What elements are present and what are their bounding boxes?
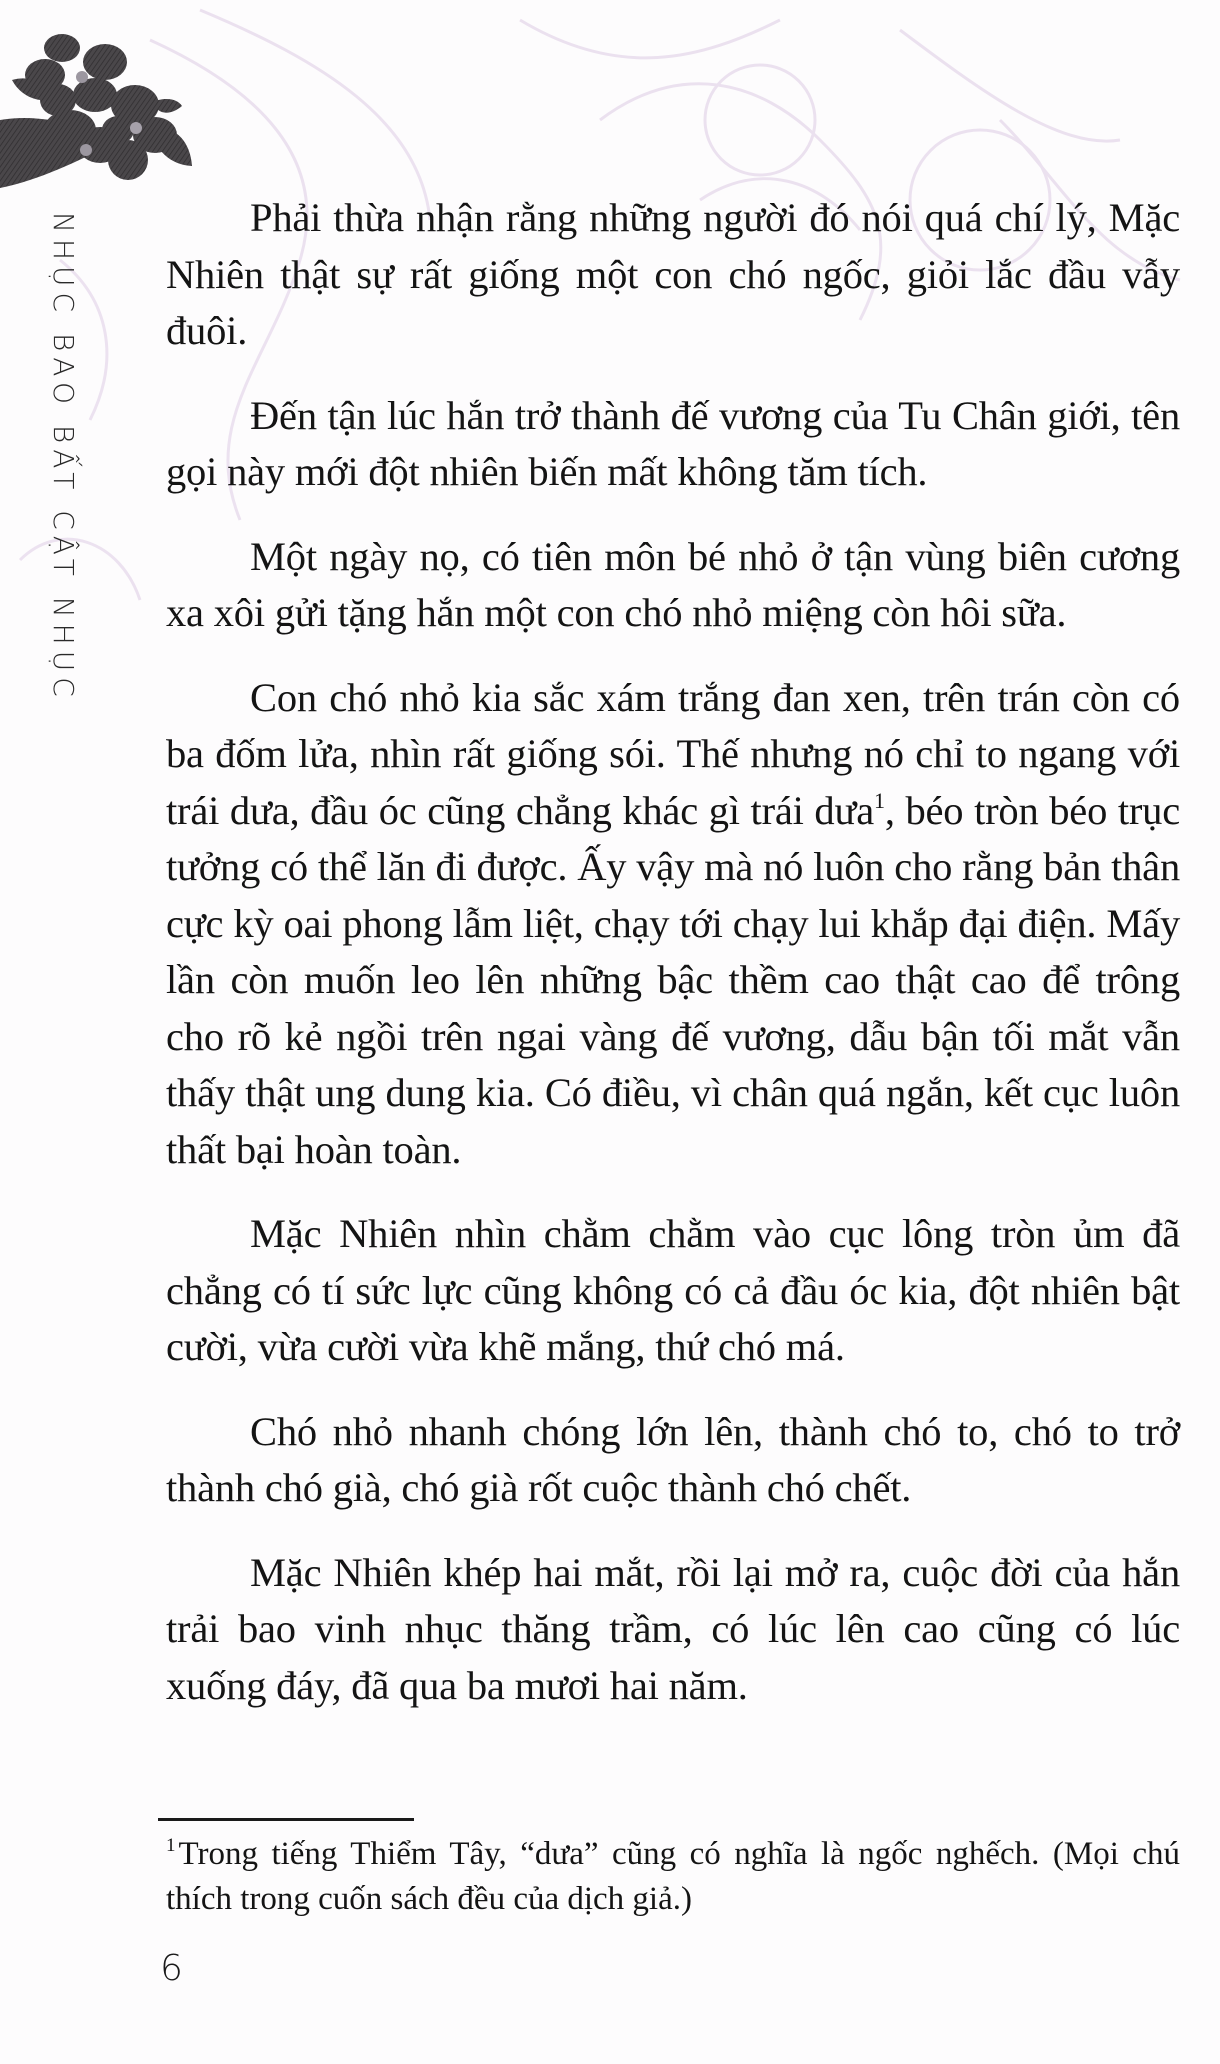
- flower-branch-icon: [0, 20, 200, 190]
- paragraph: Mặc Nhiên khép hai mắt, rồi lại mở ra, cuộc đời của hắn trải bao vinh nhục thăng trầm, có lúc lên cao cũng có lúc xuống đáy, đã qua ba mươi hai năm.: [166, 1549, 1180, 1708]
- running-book-title: NHỤC BAO BẤT CẬT NHỤC: [47, 212, 80, 703]
- body-text: [166, 190, 1180, 1742]
- footnote-divider: [158, 1818, 414, 1821]
- footnote: [166, 1832, 1180, 1922]
- paragraph: Mặc Nhiên nhìn chằm chằm vào cục lông tròn ủm đã chẳng có tí sức lực cũng không có cả đầu óc kia, đột nhiên bật cười, vừa cười vừa khẽ mắng, thứ chó má.: [166, 1211, 1180, 1369]
- footnote-reference[interactable]: 1: [874, 787, 885, 813]
- footnote-text: Trong tiếng Thiểm Tây, “dưa” cũng có nghĩa là ngốc nghếch. (Mọi chú thích trong cuốn sách đều của dịch giả.): [166, 1836, 1180, 1917]
- paragraph: Một ngày nọ, có tiên môn bé nhỏ ở tận vùng biên cương xa xôi gửi tặng hắn một con chó nhỏ miệng còn hôi sữa.: [166, 533, 1180, 635]
- paragraph: Phải thừa nhận rằng những người đó nói quá chí lý, Mặc Nhiên thật sự rất giống một con chó ngốc, giỏi lắc đầu vẫy đuôi.: [166, 195, 1180, 353]
- paragraph-with-footnote: [166, 670, 1180, 1179]
- page-number: 6: [160, 1948, 183, 1989]
- paragraph: Chó nhỏ nhanh chóng lớn lên, thành chó to, chó to trở thành chó già, chó già rốt cuộc thành chó chết.: [166, 1408, 1180, 1510]
- paragraph-text: , béo tròn béo trục tưởng có thể lăn đi được. Ấy vậy mà nó luôn cho rằng bản thân cực kỳ oai phong lẫm liệt, chạy tới chạy lui khắp đại điện. Mấy lần còn muốn leo lên những bậc thềm cao thật cao để trông cho rõ kẻ ngồi trên ngai vàng đế vương, dẫu bận tối mắt vẫn thấy thật ung dung kia. Có điều, vì chân quá ngắn, kết cục luôn thất bại hoàn toàn.: [166, 787, 1181, 1172]
- paragraph: Đến tận lúc hắn trở thành đế vương của Tu Chân giới, tên gọi này mới đột nhiên biến mất không tăm tích.: [166, 392, 1180, 494]
- paragraph-text: Con chó nhỏ kia sắc xám trắng đan xen, trên trán còn có ba đốm lửa, nhìn rất giống sói. Thế nhưng nó chỉ to ngang với trái dưa, đầu óc cũng chẳng khác gì trái dưa: [166, 674, 1180, 833]
- footnote-mark: 1: [166, 1835, 176, 1856]
